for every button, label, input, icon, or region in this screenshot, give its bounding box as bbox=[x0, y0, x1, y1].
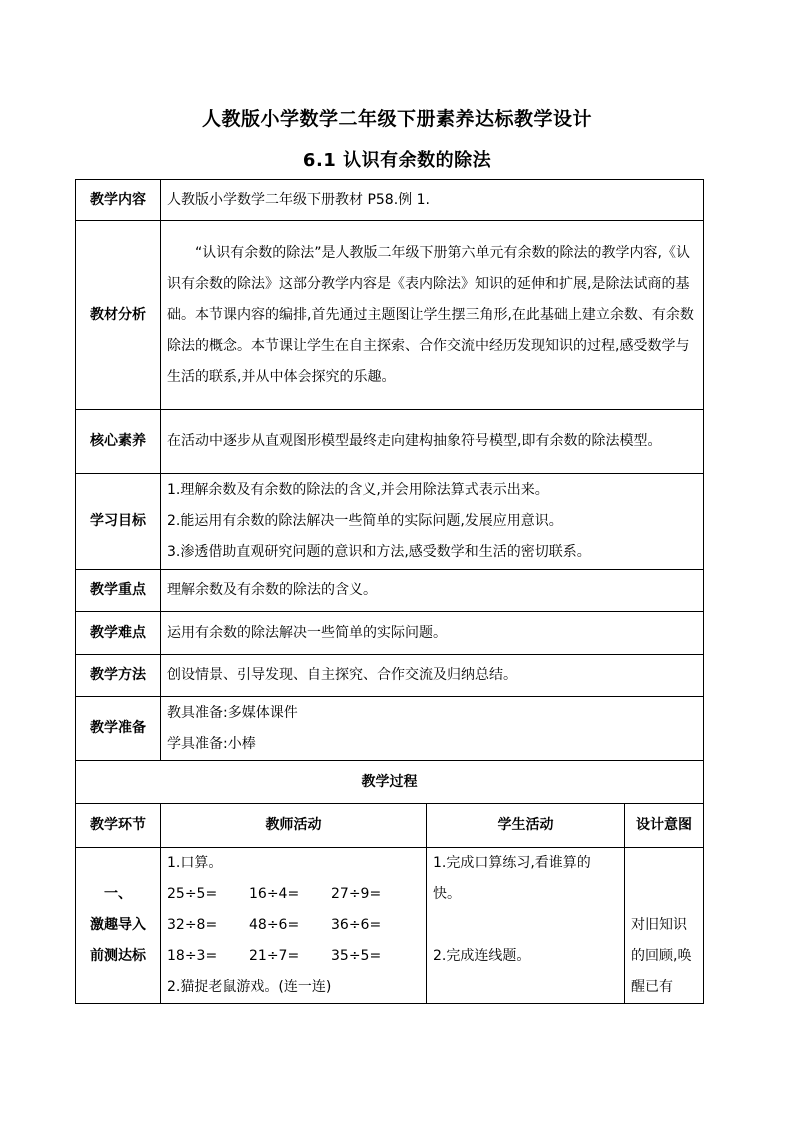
calc-item: 25÷5= bbox=[167, 886, 218, 902]
goal-item: 1.理解余数及有余数的除法的含义,并会用除法算式表示出来。 bbox=[167, 482, 549, 498]
stage-name-line2: 前测达标 bbox=[90, 948, 146, 964]
label-method: 教学方法 bbox=[76, 655, 161, 697]
row-stage-1 bbox=[76, 848, 704, 1004]
teacher-item-2: 2.猫捉老鼠游戏。(连一连) bbox=[167, 979, 332, 995]
row-prep bbox=[76, 697, 704, 761]
student-item-2: 2.完成连线题。 bbox=[433, 948, 531, 964]
row-method bbox=[76, 655, 704, 697]
row-goals bbox=[76, 474, 704, 570]
row-analysis bbox=[76, 221, 704, 410]
row-content bbox=[76, 180, 704, 221]
lesson-plan-table bbox=[75, 179, 704, 1004]
value-key: 理解余数及有余数的除法的含义。 bbox=[161, 570, 704, 612]
goal-item: 3.渗透借助直观研究问题的意识和方法,感受数学和生活的密切联系。 bbox=[167, 544, 591, 560]
header-stage: 教学环节 bbox=[76, 804, 161, 848]
row-key bbox=[76, 570, 704, 612]
document-title: 人教版小学数学二年级下册素养达标教学设计 bbox=[201, 108, 592, 130]
label-literacy: 核心素养 bbox=[76, 410, 161, 474]
header-student: 学生活动 bbox=[427, 804, 625, 848]
spacer bbox=[433, 910, 618, 941]
stage-cell bbox=[76, 848, 161, 1004]
value-difficulty: 运用有余数的除法解决一些简单的实际问题。 bbox=[161, 612, 704, 655]
value-prep bbox=[161, 697, 704, 761]
calc-item: 36÷6= bbox=[331, 917, 382, 933]
value-goals bbox=[161, 474, 704, 570]
calc-item: 16÷4= bbox=[249, 886, 300, 902]
row-process-headers bbox=[76, 804, 704, 848]
calc-item: 32÷8= bbox=[167, 917, 218, 933]
lesson-subtitle: 6.1 认识有余数的除法 bbox=[302, 150, 492, 171]
prep-item: 教具准备:多媒体课件 bbox=[167, 704, 298, 721]
goal-item: 2.能运用有余数的除法解决一些简单的实际问题,发展应用意识。 bbox=[167, 513, 563, 529]
label-prep: 教学准备 bbox=[76, 697, 161, 761]
calc-item: 27÷9= bbox=[331, 886, 382, 902]
label-content: 教学内容 bbox=[76, 180, 161, 221]
label-key: 教学重点 bbox=[76, 570, 161, 612]
calc-item: 21÷7= bbox=[249, 948, 300, 964]
analysis-text: “认识有余数的除法”是人教版二年级下册第六单元有余数的除法的教学内容,《认识有余数的除法》这部分教学内容是《表内除法》知识的延伸和扩展,是除法试商的基础。本节课内容的编排,首先通过主题图让学生摆三角形,在此基础上建立余数、有余数除法的概念。本节课让学生在自主探索、合作交流中经历发现知识的过程,感受数学与生活的联系,并从中体会探究的乐趣。 bbox=[167, 244, 694, 385]
header-intent: 设计意图 bbox=[625, 804, 704, 848]
calc-item: 48÷6= bbox=[249, 917, 300, 933]
teacher-activity bbox=[161, 848, 427, 1004]
label-analysis: 教材分析 bbox=[76, 221, 161, 410]
design-intent bbox=[625, 848, 704, 1004]
value-literacy: 在活动中逐步从直观图形模型最终走向建构抽象符号模型,即有余数的除法模型。 bbox=[161, 410, 704, 474]
row-literacy bbox=[76, 410, 704, 474]
label-difficulty: 教学难点 bbox=[76, 612, 161, 655]
stage-number: 一、 bbox=[104, 886, 132, 902]
calc-row bbox=[167, 910, 420, 941]
intent-text: 对旧知识的回顾,唤醒已有 bbox=[631, 917, 692, 995]
process-heading: 教学过程 bbox=[76, 761, 704, 804]
prep-item: 学具准备:小棒 bbox=[167, 735, 256, 752]
calc-item: 35÷5= bbox=[331, 948, 382, 964]
calc-row bbox=[167, 879, 420, 910]
stage-name-line1: 激趣导入 bbox=[90, 917, 146, 933]
label-goals: 学习目标 bbox=[76, 474, 161, 570]
row-process-heading bbox=[76, 761, 704, 804]
value-method: 创设情景、引导发现、自主探究、合作交流及归纳总结。 bbox=[161, 655, 704, 697]
student-activity bbox=[427, 848, 625, 1004]
value-analysis bbox=[161, 221, 704, 410]
calc-item: 18÷3= bbox=[167, 948, 218, 964]
student-item-1: 1.完成口算练习,看谁算的快。 bbox=[433, 855, 591, 902]
header-teacher: 教师活动 bbox=[161, 804, 427, 848]
teacher-item-1: 1.口算。 bbox=[167, 855, 223, 871]
calc-row bbox=[167, 941, 420, 972]
row-difficulty bbox=[76, 612, 704, 655]
value-content: 人教版小学数学二年级下册教材 P58.例 1. bbox=[161, 180, 704, 221]
